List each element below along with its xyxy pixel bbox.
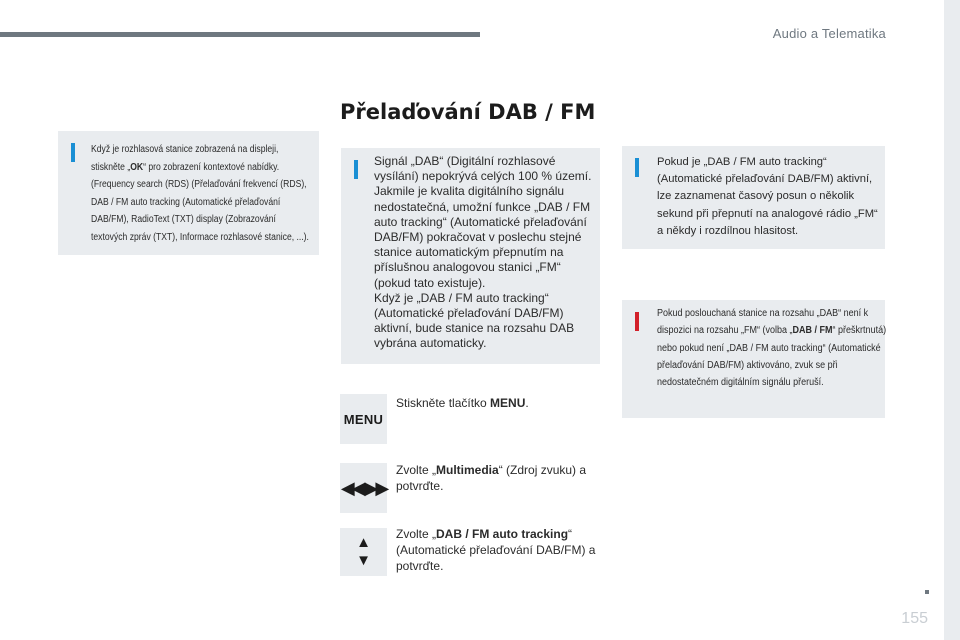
up-arrow-icon: ▲ xyxy=(356,534,371,551)
note-text-bold: DAB / FM xyxy=(792,325,833,337)
header-rule xyxy=(0,32,480,37)
step-text-bold: DAB / FM auto tracking xyxy=(436,527,569,541)
note-paragraph: Jakmile je kvalita digitálního signálu nedostatečná, umožní funkce „DAB / FM auto tracking“ (Automatické přelaďování DAB/FM) pokračovat v poslechu stejné stanice automatickým přepnutím na příslušnou analogovou stanici „FM“ (pokud tato existuje). xyxy=(374,184,591,290)
step-text-part: Zvolte „ xyxy=(396,527,437,541)
step-text-part: . xyxy=(525,396,529,410)
up-down-arrows-icon xyxy=(340,528,387,576)
step-text-part: “ (Automatické přelaďování DAB/FM) a potvrďte. xyxy=(396,527,596,573)
note-paragraph: Když je „DAB / FM auto tracking“ (Automatické přelaďování DAB/FM) aktivní, bude stanice na rozsahu DAB vybrána automaticky. xyxy=(374,290,575,351)
note-text-part: Pokud poslouchaná stanice na rozsahu „DAB“ není k dispozici na rozsahu „FM“ (volba „ xyxy=(657,308,869,337)
multimedia-arrows-icon: ◀◀ ▶▶ xyxy=(340,463,387,513)
warning-note-signal-loss xyxy=(622,300,885,418)
page-number: 155 xyxy=(901,610,928,627)
down-arrow-icon: ▼ xyxy=(356,552,371,569)
info-note-text: Pokud je „DAB / FM auto tracking“ (Automatické přelaďování DAB/FM) aktivní, lze zaznamenat časový posun o několik sekund při přepnutí na analogové rádio „FM“ a někdy i rozdílnou hlasitost. xyxy=(657,156,878,237)
step-3-text xyxy=(396,526,596,574)
page-dot-marker xyxy=(925,590,929,594)
menu-button-icon: MENU xyxy=(340,394,387,444)
section-label: Audio a Telematika xyxy=(772,26,886,41)
step-text-part: Stiskněte tlačítko xyxy=(396,396,491,410)
warning-note-text xyxy=(657,305,887,391)
note-text-part: “ pro zobrazení kontextové nabídky. (Frequency search (RDS) (Přelaďování frekvencí (RDS), DAB / FM auto tracking (Automatické přelaďování DAB/FM), RadioText (TXT) display (Zobrazování textových zpráv (TXT), Informace rozhlasové stanice, ...). xyxy=(91,161,309,243)
step-text-bold: MENU xyxy=(490,396,526,410)
warning-marker-icon xyxy=(635,312,639,331)
note-text-part: “ přeškrtnutá) nebo pokud není „DAB / FM auto tracking“ (Automatické přelaďování DAB/FM) aktivováno, zvuk se při nedostatečném digitálním signálu přeruší. xyxy=(657,325,887,389)
info-note-dab-coverage xyxy=(341,148,600,364)
page-title: Přelaďování DAB / FM xyxy=(340,100,596,124)
note-text-part: Když je rozhlasová stanice zobrazená na displeji, stiskněte „ xyxy=(91,144,279,173)
step-2-text xyxy=(396,462,596,494)
info-note-time-shift xyxy=(622,146,885,249)
info-note-context-menu xyxy=(58,131,319,255)
step-text-part: “ (Zdroj zvuku) a potvrďte. xyxy=(396,463,587,493)
page-edge-strip xyxy=(944,0,960,640)
info-marker-icon xyxy=(71,143,75,162)
step-1-text xyxy=(396,395,596,411)
note-paragraph: Signál „DAB“ (Digitální rozhlasové vysílání) nepokrývá celých 100 % území. xyxy=(374,154,592,184)
info-marker-icon xyxy=(635,158,639,177)
note-text-bold: OK xyxy=(130,161,144,173)
step-text-bold: Multimedia xyxy=(436,463,499,477)
info-marker-icon xyxy=(354,160,358,179)
info-note-text xyxy=(374,154,600,352)
info-note-text xyxy=(91,141,313,246)
step-text-part: Zvolte „ xyxy=(396,463,437,477)
